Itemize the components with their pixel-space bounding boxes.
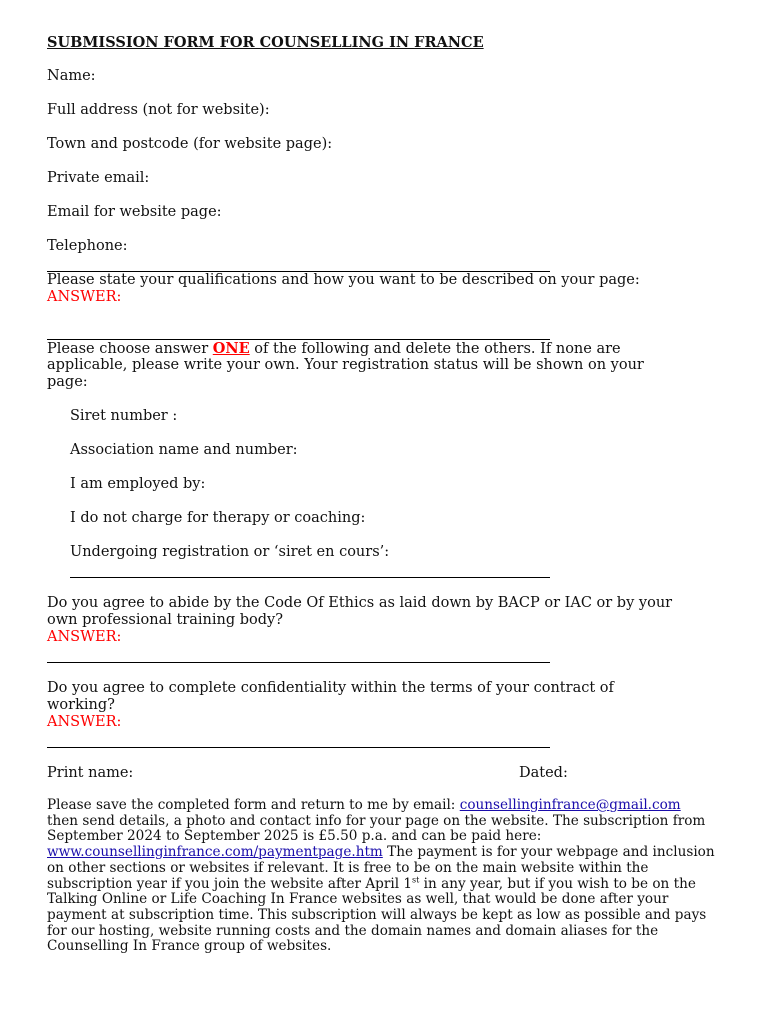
print-name-label[interactable]: Print name: — [47, 765, 134, 781]
registration-intro-text: of the following and delete the others. If none are — [249, 341, 621, 357]
form-title: SUBMISSION FORM FOR COUNSELLING IN FRANCE — [47, 34, 484, 51]
qualifications-answer-label[interactable]: ANSWER: — [47, 289, 122, 305]
town-postcode-field-label[interactable]: Town and postcode (for website page): — [47, 136, 333, 152]
option-siret[interactable]: Siret number : — [70, 408, 178, 424]
confidentiality-question-line2: working? — [47, 697, 115, 713]
registration-intro-line2: applicable, please write your own. Your registration status will be shown on your — [47, 357, 644, 373]
private-email-field-label[interactable]: Private email: — [47, 170, 150, 186]
registration-intro-text: Please choose answer — [47, 341, 213, 357]
dated-label[interactable]: Dated: — [519, 765, 568, 781]
option-no-charge[interactable]: I do not charge for therapy or coaching: — [70, 510, 366, 526]
ethics-answer-label[interactable]: ANSWER: — [47, 629, 122, 645]
website-email-field-label[interactable]: Email for website page: — [47, 204, 222, 220]
name-field-label[interactable]: Name: — [47, 68, 96, 84]
ethics-question-line1: Do you agree to abide by the Code Of Ethics as laid down by BACP or IAC or by your — [47, 595, 673, 611]
full-address-field-label[interactable]: Full address (not for website): — [47, 102, 270, 118]
divider — [70, 577, 550, 578]
divider — [47, 662, 550, 663]
confidentiality-question-line1: Do you agree to complete confidentiality within the terms of your contract of — [47, 680, 614, 696]
registration-one-emphasis: ONE — [212, 340, 250, 357]
confidentiality-answer-label[interactable]: ANSWER: — [47, 714, 122, 730]
option-undergoing-registration[interactable]: Undergoing registration or ‘siret en cours’: — [70, 544, 390, 560]
telephone-field-label[interactable]: Telephone: — [47, 238, 128, 254]
option-employed[interactable]: I am employed by: — [70, 476, 206, 492]
footer-text: The payment is for your webpage and inclusion on other sections or websites if relevant. It is free to be on the main website within the subscription year if you join the website after April 1 — [47, 844, 715, 892]
registration-intro-line3: page: — [47, 374, 88, 390]
option-association[interactable]: Association name and number: — [70, 442, 298, 458]
qualifications-question: Please state your qualifications and how you want to be described on your page: — [47, 272, 640, 288]
footer-text: Please save the completed form and return to me by email: — [47, 797, 460, 813]
email-link[interactable]: counsellinginfrance@gmail.com — [459, 797, 681, 813]
footer-text: then send details, a photo and contact info for your page on the website. The subscription from September 2024 to September 2025 is £5.50 p.a. and can be paid here: — [47, 812, 706, 845]
ethics-question-line2: own professional training body? — [47, 612, 283, 628]
payment-link[interactable]: www.counsellinginfrance.com/paymentpage.htm — [47, 844, 383, 861]
registration-intro-line1 — [47, 340, 621, 358]
ordinal-suffix: st — [412, 874, 420, 884]
footer-instructions — [47, 798, 727, 955]
footer-text: in any year, but if you wish to be on the Talking Online or Life Coaching In France websites as well, that would be done after your payment at subscription time. This subscription will always be kept as low as possible and pays for our hosting, website running costs and the domain names and domain aliases for the Counselling In France group of websites. — [47, 875, 707, 955]
divider — [47, 747, 550, 748]
